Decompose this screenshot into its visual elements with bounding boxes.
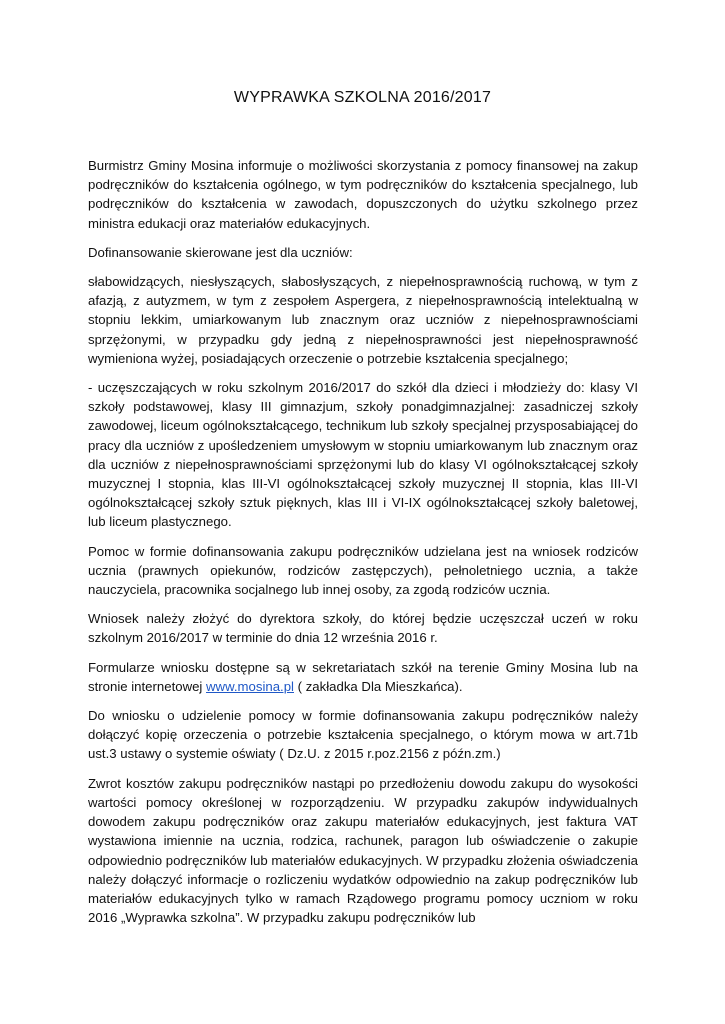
deadline-paragraph: Wniosek należy złożyć do dyrektora szkoły, do której będzie uczęszczał uczeń w roku szkolnym 2016/2017 w terminie do dnia 12 września 2016 r. — [88, 611, 638, 646]
document-title: WYPRAWKA SZKOLNA 2016/2017 — [233, 89, 492, 106]
refund-paragraph: Zwrot kosztów zakupu podręczników nastąpi po przedłożeniu dowodu zakupu do wysokości wartości pomocy określonej w rozporządzeniu. W przypadku zakupów indywidualnych dowodem zakupu podręczników oraz zakupu materiałów edukacyjnych, jest faktura VAT wystawiona imiennie na ucznia, rodzica, rachunek, paragon lub oświadczenie o zakupie odpowiednio podręczników lub materiałów edukacyjnych. W przypadku złożenia oświadczenia należy dołączyć informacje o rozliczeniu wydatków odpowiednio na zakup podręczników lub materiałów edukacyjnych tylko w ramach Rządowego programu pomocy uczniom w roku 2016 „Wyprawka szkolna”. W przypadku zakupu podręczników lub — [88, 775, 638, 926]
application-rule-paragraph: Pomoc w formie dofinansowania zakupu podręczników udzielana jest na wniosek rodziców ucznia (prawnych opiekunów, rodziców zastępczych), pełnoletniego ucznia, a także nauczyciela, pracownika socjalnego lub innej osoby, za zgodą rodziców ucznia. — [88, 543, 638, 598]
mosina-website-link[interactable]: www.mosina.pl — [206, 678, 294, 694]
funding-intro-paragraph: Dofinansowanie skierowane jest dla uczniów: — [88, 244, 353, 260]
forms-suffix: ( zakładka Dla Mieszkańca). — [293, 678, 463, 694]
document-body — [88, 156, 638, 937]
attachment-paragraph: Do wniosku o udzielenie pomocy w formie dofinansowania zakupu podręczników należy dołączyć kopię orzeczenia o potrzebie kształcenia specjalnego, o którym mowa w art.71b ust.3 ustawy o systemie oświaty ( Dz.U. z 2015 r.poz.2156 z późn.zm.) — [88, 708, 638, 762]
forms-paragraph — [88, 658, 638, 696]
forms-prefix: Formularze wniosku dostępne są w sekretariatach szkół na terenie Gminy Mosina lub na stronie internetowej — [88, 659, 638, 694]
eligible-schools-paragraph: - uczęszczających w roku szkolnym 2016/2017 do szkół dla dzieci i młodzieży do: klasy VI szkoły podstawowej, klasy III gimnazjum, szkoły ponadgimnazjalnej: zasadniczej szkoły zawodowej, liceum ogólnokształcącego, technikum lub szkoły specjalnej przysposabiającej do pracy dla uczniów z upośledzeniem umysłowym w stopniu umiarkowanym lub znacznym oraz dla uczniów z niepełnosprawnościami sprzężonymi lub do klasy VI ogólnokształcącej szkoły muzycznej I stopnia, klas III-VI ogólnokształcącej szkoły muzycznej II stopnia, klas III-VI ogólnokształcącej szkoły sztuk pięknych, klas III i VI-IX ogólnokształcącej szkoły baletowej, lub liceum plastycznego. — [88, 380, 638, 530]
intro-paragraph: Burmistrz Gminy Mosina informuje o możliwości skorzystania z pomocy finansowej na zakup podręczników do kształcenia ogólnego, w tym podręczników do kształcenia specjalnego, lub podręczników do kształcenia w zawodach, dopuszczonych do użytku szkolnego przez ministra edukacji oraz materiałów edukacyjnych. — [88, 158, 638, 231]
eligible-disabilities-paragraph: słabowidzących, niesłyszących, słabosłyszących, z niepełnosprawnością ruchową, w tym z afazją, z autyzmem, w tym z zespołem Aspergera, z niepełnosprawnością intelektualną w stopniu lekkim, umiarkowanym lub znacznym oraz uczniów z niepełnosprawnościami sprzężonymi, w przypadku gdy jedną z niepełnosprawności jest niepełnosprawność wymieniona wyżej, posiadających orzeczenie o potrzebie kształcenia specjalnego; — [88, 274, 638, 366]
